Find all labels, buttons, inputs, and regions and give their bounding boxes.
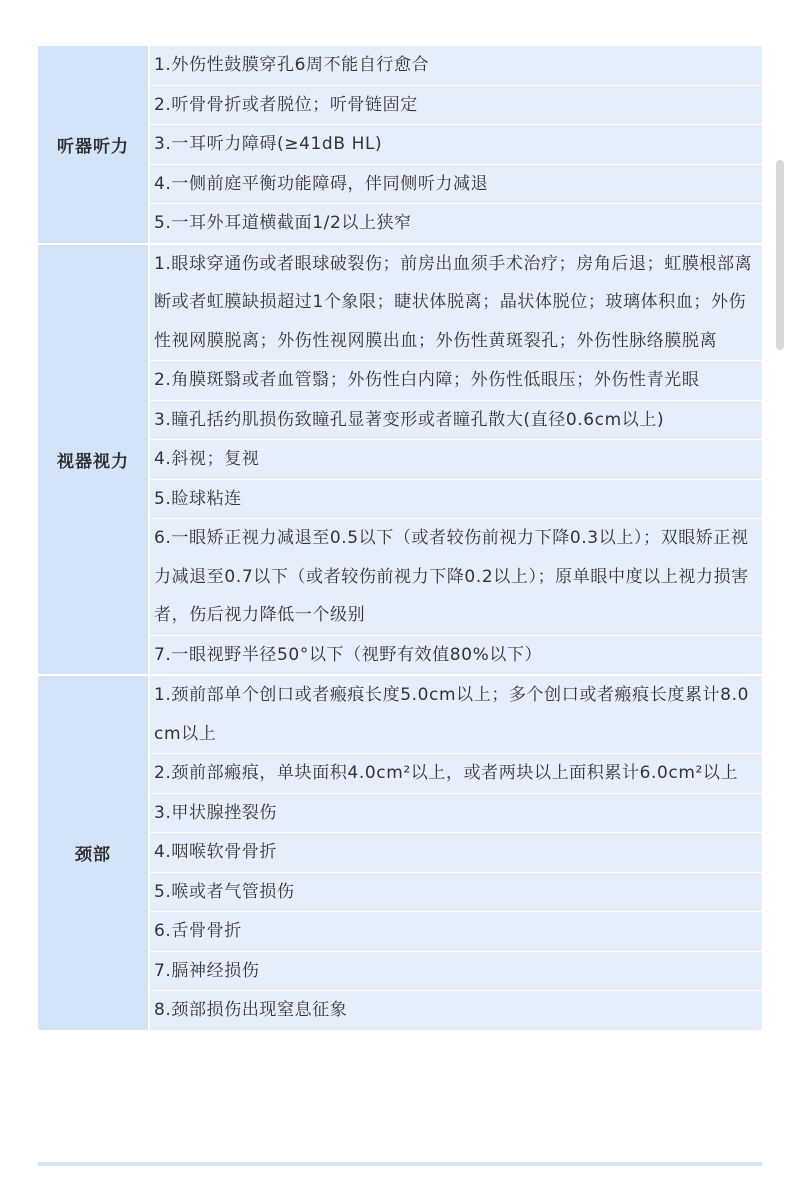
- category-label: 视器视力: [38, 245, 150, 675]
- table-row: 2.听骨骨折或者脱位；听骨链固定: [150, 86, 762, 126]
- table-row: 5.睑球粘连: [150, 480, 762, 520]
- table-row: 4.咽喉软骨骨折: [150, 833, 762, 873]
- table-row: 1.颈前部单个创口或者瘢痕长度5.0cm以上；多个创口或者瘢痕长度累计8.0cm以上: [150, 676, 762, 754]
- table-row: 3.甲状腺挫裂伤: [150, 794, 762, 834]
- category-label: 听器听力: [38, 46, 150, 243]
- table-row: 1.眼球穿通伤或者眼球破裂伤；前房出血须手术治疗；房角后退；虹膜根部离断或者虹膜缺损超过1个象限；睫状体脱离；晶状体脱位；玻璃体积血；外伤性视网膜脱离；外伤性视网膜出血；外伤性黄斑裂孔；外伤性脉络膜脱离: [150, 245, 762, 362]
- table-row: 7.一眼视野半径50°以下（视野有效值80%以下）: [150, 636, 762, 675]
- table-row: 3.一耳听力障碍(≥41dB HL): [150, 125, 762, 165]
- item-list: [150, 676, 762, 1030]
- table-row: 4.斜视；复视: [150, 440, 762, 480]
- table-row: 2.颈前部瘢痕，单块面积4.0cm²以上，或者两块以上面积累计6.0cm²以上: [150, 754, 762, 794]
- table-row: 2.角膜斑翳或者血管翳；外伤性白内障；外伤性低眼压；外伤性青光眼: [150, 361, 762, 401]
- item-list: [150, 245, 762, 675]
- section-vision: [38, 245, 762, 677]
- table-row: 8.颈部损伤出现窒息征象: [150, 991, 762, 1030]
- section-neck: [38, 676, 762, 1030]
- injury-criteria-table: [38, 46, 762, 1030]
- item-list: [150, 46, 762, 243]
- scrollbar[interactable]: [776, 160, 784, 350]
- table-row: 3.瞳孔括约肌损伤致瞳孔显著变形或者瞳孔散大(直径0.6cm以上): [150, 401, 762, 441]
- table-row: 7.膈神经损伤: [150, 952, 762, 992]
- table-row: 6.一眼矫正视力减退至0.5以下（或者较伤前视力下降0.3以上）；双眼矫正视力减退至0.7以下（或者较伤前视力下降0.2以上）；原单眼中度以上视力损害者，伤后视力降低一个级别: [150, 519, 762, 636]
- table-row: 5.一耳外耳道横截面1/2以上狭窄: [150, 204, 762, 243]
- table-bottom-edge: [38, 1162, 762, 1166]
- table-row: 1.外伤性鼓膜穿孔6周不能自行愈合: [150, 46, 762, 86]
- table-row: 6.舌骨骨折: [150, 912, 762, 952]
- table-row: 5.喉或者气管损伤: [150, 873, 762, 913]
- section-hearing: [38, 46, 762, 245]
- category-label: 颈部: [38, 676, 150, 1030]
- table-row: 4.一侧前庭平衡功能障碍，伴同侧听力减退: [150, 165, 762, 205]
